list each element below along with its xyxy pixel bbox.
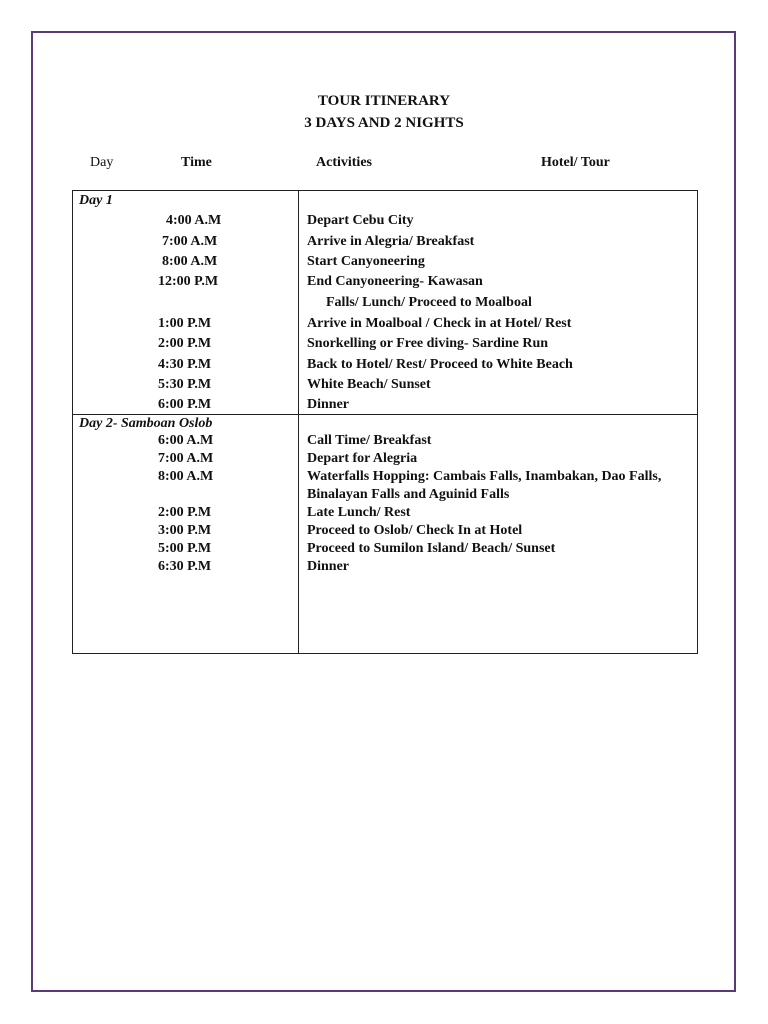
day1-time: 12:00 P.M bbox=[158, 274, 219, 289]
table-day-divider bbox=[72, 414, 698, 415]
document-subtitle: 3 DAYS AND 2 NIGHTS bbox=[304, 115, 464, 131]
day2-activity-continued: Binalayan Falls and Aguinid Falls bbox=[307, 487, 510, 502]
day2-activity: Proceed to Sumilon Island/ Beach/ Sunset bbox=[307, 541, 556, 556]
day2-activity: Proceed to Oslob/ Check In at Hotel bbox=[307, 523, 523, 538]
day2-time: 6:30 P.M bbox=[158, 559, 212, 574]
day1-activity: End Canyoneering- Kawasan bbox=[307, 274, 483, 289]
column-header-hotel-tour: Hotel/ Tour bbox=[541, 155, 610, 170]
day1-time: 7:00 A.M bbox=[162, 234, 218, 249]
day2-time: 3:00 P.M bbox=[158, 523, 212, 538]
day1-activity: Depart Cebu City bbox=[307, 213, 414, 228]
day2-activity: Depart for Alegria bbox=[307, 451, 418, 466]
column-header-activities: Activities bbox=[316, 155, 372, 170]
day1-activity-continued: Falls/ Lunch/ Proceed to Moalboal bbox=[326, 295, 532, 310]
table-column-divider bbox=[298, 190, 299, 654]
day1-label: Day 1 bbox=[79, 193, 113, 208]
day2-label: Day 2- Samboan Oslob bbox=[79, 416, 213, 431]
day1-time: 4:30 P.M bbox=[158, 357, 212, 372]
day2-activity: Call Time/ Breakfast bbox=[307, 433, 432, 448]
day2-time: 8:00 A.M bbox=[158, 469, 214, 484]
day1-time: 4:00 A.M bbox=[166, 213, 222, 228]
day2-time: 7:00 A.M bbox=[158, 451, 214, 466]
column-header-time: Time bbox=[181, 155, 212, 170]
day2-time: 2:00 P.M bbox=[158, 505, 212, 520]
column-header-day: Day bbox=[90, 155, 114, 170]
day2-activity: Waterfalls Hopping: Cambais Falls, Inambakan, Dao Falls, bbox=[307, 469, 662, 484]
day2-time: 5:00 P.M bbox=[158, 541, 212, 556]
day1-time: 2:00 P.M bbox=[158, 336, 212, 351]
day1-activity: White Beach/ Sunset bbox=[307, 377, 431, 392]
day2-time: 6:00 A.M bbox=[158, 433, 214, 448]
document-title: TOUR ITINERARY bbox=[317, 93, 451, 109]
day1-activity: Snorkelling or Free diving- Sardine Run bbox=[307, 336, 549, 351]
day1-activity: Arrive in Moalboal / Check in at Hotel/ Rest bbox=[307, 316, 572, 331]
day2-activity: Late Lunch/ Rest bbox=[307, 505, 411, 520]
day1-activity: Start Canyoneering bbox=[307, 254, 425, 269]
day1-time: 1:00 P.M bbox=[158, 316, 212, 331]
day1-time: 6:00 P.M bbox=[158, 397, 212, 412]
day1-activity: Back to Hotel/ Rest/ Proceed to White Beach bbox=[307, 357, 573, 372]
day1-activity: Dinner bbox=[307, 397, 349, 412]
day1-time: 5:30 P.M bbox=[158, 377, 212, 392]
day1-activity: Arrive in Alegria/ Breakfast bbox=[307, 234, 475, 249]
day2-activity: Dinner bbox=[307, 559, 349, 574]
day1-time: 8:00 A.M bbox=[162, 254, 218, 269]
